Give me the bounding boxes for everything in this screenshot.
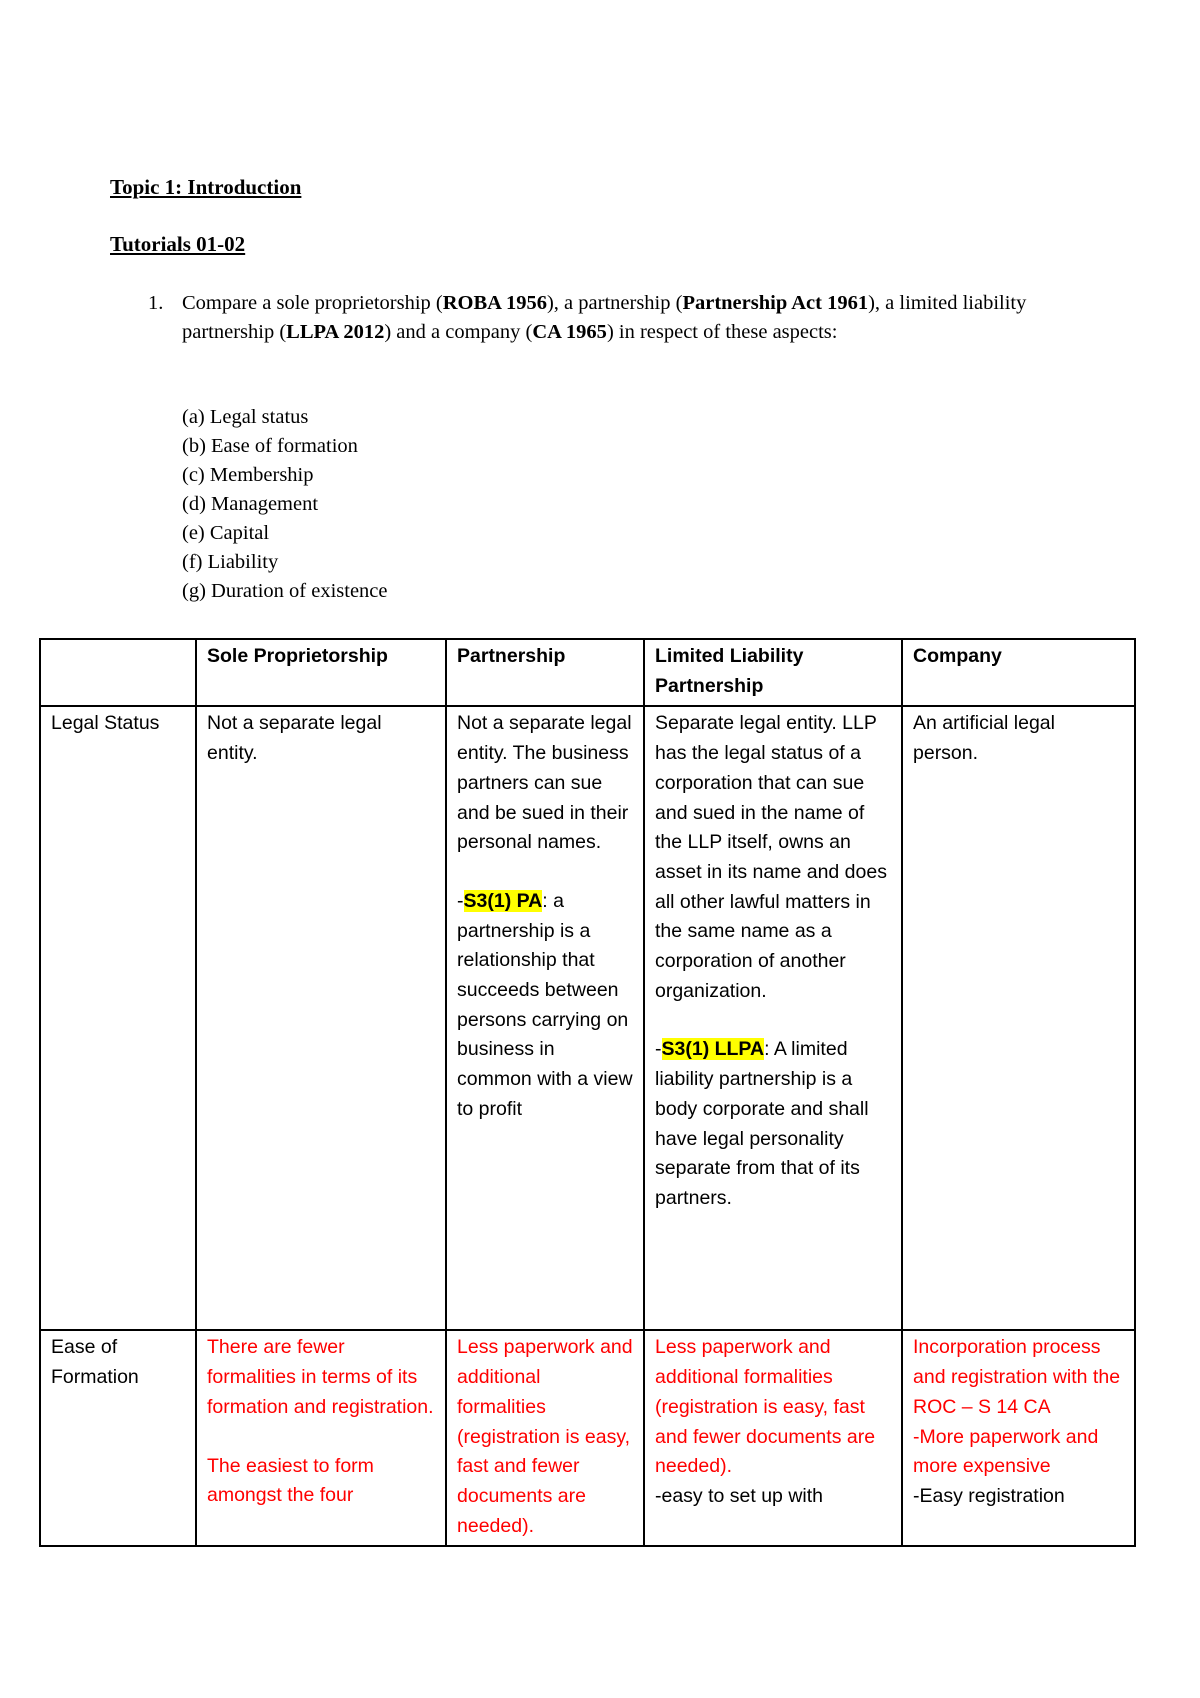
aspect-item: (e) Capital	[182, 522, 270, 544]
aspect-item: (b) Ease of formation	[182, 435, 358, 457]
statute-reference: LLPA 2012	[286, 321, 385, 343]
highlighted-reference: S3(1) LLPA	[661, 1038, 765, 1061]
question-number: 1.	[148, 292, 164, 314]
table-cell	[902, 1330, 1135, 1546]
cell-paragraph: -Easy registration	[913, 1484, 1065, 1507]
aspect-item: (g) Duration of existence	[182, 580, 388, 602]
cell-paragraph-red: Less paperwork and additional formalities (registration is easy, fast and fewer documents are needed).	[655, 1336, 876, 1478]
question-1	[148, 289, 1068, 347]
statute-reference: Partnership Act 1961	[682, 292, 869, 314]
cell-paragraph	[655, 1035, 891, 1213]
cell-paragraph: Separate legal entity. LLP has the legal status of a corporation that can sue and sued in the name of the LLP itself, owns an asset in its name and does all other lawful matters in the same name as a corporation of another organization.	[655, 712, 887, 1002]
cell-paragraph	[457, 887, 633, 1125]
table-cell	[446, 1330, 644, 1546]
header-cell-empty	[40, 639, 196, 706]
aspect-item: (c) Membership	[182, 464, 314, 486]
cell-paragraph-red: Less paperwork and additional formalities (registration is easy, fast and fewer documents are needed).	[457, 1336, 633, 1537]
aspects-list	[182, 403, 388, 606]
tutorial-heading: Tutorials 01-02	[110, 232, 246, 256]
comparison-table	[39, 638, 1136, 1547]
header-cell-sole-proprietorship: Sole Proprietorship	[196, 639, 446, 706]
cell-paragraph: -easy to set up with	[655, 1484, 823, 1507]
aspect-item: (d) Management	[182, 493, 319, 515]
question-text	[182, 289, 1068, 347]
statute-reference: CA 1965	[532, 321, 607, 343]
table-header-row	[40, 639, 1135, 706]
question-text-run: ), a limited liability partnership (	[182, 292, 1027, 343]
cell-paragraph-red: -More paperwork and more expensive	[913, 1425, 1099, 1478]
paragraph-gap	[457, 858, 633, 887]
table-row-ease-of-formation	[40, 1330, 1135, 1546]
cell-paragraph-red: Incorporation process and registration with the ROC – S 14 CA	[913, 1336, 1121, 1418]
table-row-legal-status	[40, 706, 1135, 1330]
topic-heading: Topic 1: Introduction	[110, 175, 302, 199]
cell-paragraph: An artificial legal person.	[913, 712, 1055, 765]
table-cell	[902, 706, 1135, 1330]
cell-paragraph: Not a separate legal entity.	[207, 712, 382, 765]
aspect-item: (a) Legal status	[182, 406, 309, 428]
question-text-run: ) in respect of these aspects:	[606, 321, 838, 343]
paragraph-gap	[207, 1423, 435, 1452]
header-cell-company: Company	[902, 639, 1135, 706]
table-cell	[196, 1330, 446, 1546]
highlighted-reference: S3(1) PA	[463, 889, 543, 912]
statute-reference: ROBA 1956	[442, 292, 547, 314]
row-label: Legal Status	[40, 706, 196, 1330]
header-cell-llp: Limited Liability Partnership	[644, 639, 902, 706]
question-text-run: ) and a company (	[384, 321, 533, 343]
cell-paragraph: Not a separate legal entity. The business partners can sue and be sued in their personal names.	[457, 712, 632, 854]
aspect-item: (f) Liability	[182, 551, 279, 573]
table-cell	[196, 706, 446, 1330]
table-cell	[644, 706, 902, 1330]
question-text-run: Compare a sole proprietorship (	[182, 292, 443, 314]
cell-text-run: : A limited liability partnership is a body corporate and shall have legal personality separate from that of its partners.	[655, 1038, 869, 1209]
cell-text-run: -	[655, 1038, 662, 1061]
paragraph-gap	[655, 1006, 891, 1035]
header-cell-partnership: Partnership	[446, 639, 644, 706]
question-text-run: ), a partnership (	[546, 292, 683, 314]
cell-paragraph-red: The easiest to form amongst the four	[207, 1454, 374, 1507]
cell-text-run: -	[457, 889, 464, 912]
cell-text-run: : a partnership is a relationship that succeeds between persons carrying on business in common with a view to profit	[457, 889, 633, 1120]
cell-paragraph-red: There are fewer formalities in terms of its formation and registration.	[207, 1336, 434, 1418]
table-cell	[644, 1330, 902, 1546]
table-cell	[446, 706, 644, 1330]
row-label: Ease of Formation	[40, 1330, 196, 1546]
